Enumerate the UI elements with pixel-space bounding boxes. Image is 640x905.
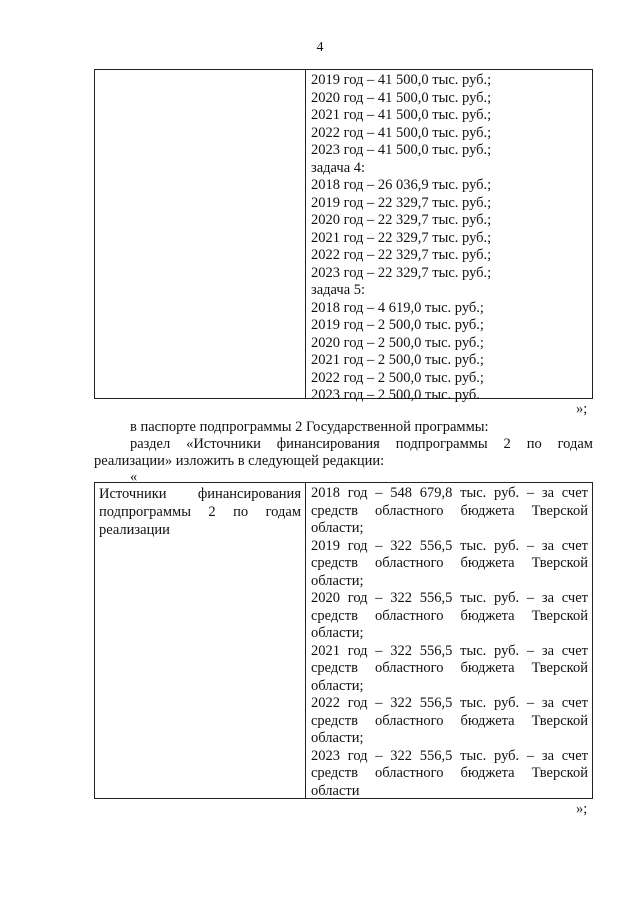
label-line: Источники финансирования	[99, 486, 301, 502]
funding-entry	[311, 538, 588, 591]
table-line: 2021 год – 22 329,7 тыс. руб.;	[311, 229, 492, 246]
entry-line: средств областного бюджета Тверской	[311, 660, 588, 676]
paragraph-section-line2: реализации» изложить в следующей редакции:	[94, 453, 385, 469]
label-line: реализации	[99, 522, 170, 538]
column-divider	[305, 483, 306, 798]
funding-table-continued	[94, 69, 593, 403]
table-line: задача 5:	[311, 282, 366, 298]
table-line: 2022 год – 41 500,0 тыс. руб.;	[311, 124, 492, 141]
entry-line: средств областного бюджета Тверской	[311, 502, 588, 519]
table-line: 2023 год – 41 500,0 тыс. руб.;	[311, 142, 492, 158]
funding-entries	[311, 485, 588, 800]
funding-entry	[311, 485, 588, 538]
entry-line: 2019 год – 322 556,5 тыс. руб. – за счет	[311, 537, 588, 554]
table-line: 2018 год – 26 036,9 тыс. руб.;	[311, 177, 492, 193]
table-line: 2022 год – 22 329,7 тыс. руб.;	[311, 247, 492, 263]
entry-line: 2023 год – 322 556,5 тыс. руб. – за счет	[311, 747, 588, 764]
table-line: 2023 год – 2 500,0 тыс. руб.	[311, 387, 480, 403]
entry-line: средств областного бюджета Тверской	[311, 765, 588, 781]
closing-quote-1: »;	[576, 401, 588, 417]
table-line: 2018 год – 4 619,0 тыс. руб.;	[311, 299, 484, 316]
paragraph-section-line1: раздел «Источники финансирования подпрограммы 2 по годам	[130, 436, 593, 452]
opening-quote: «	[130, 469, 138, 485]
entry-line: области;	[311, 625, 364, 641]
entry-line: области	[311, 782, 360, 799]
table-line: 2020 год – 2 500,0 тыс. руб.;	[311, 334, 484, 351]
entry-line: 2022 год – 322 556,5 тыс. руб. – за счет	[311, 695, 588, 711]
table-line: 2019 год – 2 500,0 тыс. руб.;	[311, 317, 484, 333]
entry-line: 2021 год – 322 556,5 тыс. руб. – за счет	[311, 642, 588, 659]
table-line: 2022 год – 2 500,0 тыс. руб.;	[311, 369, 484, 386]
funding-entry	[311, 748, 588, 801]
funding-sources-label	[99, 485, 301, 539]
table-line: 2019 год – 41 500,0 тыс. руб.;	[311, 72, 492, 88]
table-line: задача 4:	[311, 159, 366, 176]
table-line: 2020 год – 22 329,7 тыс. руб.;	[311, 212, 492, 228]
entry-line: области;	[311, 572, 364, 589]
entry-line: средств областного бюджета Тверской	[311, 712, 588, 729]
entry-line: 2020 год – 322 556,5 тыс. руб. – за счет	[311, 590, 588, 606]
table-line: 2020 год – 41 500,0 тыс. руб.;	[311, 89, 492, 106]
funding-entry	[311, 590, 588, 643]
entry-line: средств областного бюджета Тверской	[311, 607, 588, 624]
funding-entry	[311, 643, 588, 696]
table-line: 2021 год – 2 500,0 тыс. руб.;	[311, 352, 484, 368]
entry-line: средств областного бюджета Тверской	[311, 555, 588, 571]
page-number: 4	[316, 40, 324, 55]
paragraph-passport: в паспорте подпрограммы 2 Государственной программы:	[130, 419, 489, 435]
right-cell-lines	[311, 72, 581, 405]
funding-entry	[311, 695, 588, 748]
table-line: 2019 год – 22 329,7 тыс. руб.;	[311, 194, 492, 211]
label-line: подпрограммы 2 по годам	[99, 504, 301, 520]
closing-quote-2: »;	[576, 801, 588, 817]
table-line: 2021 год – 41 500,0 тыс. руб.;	[311, 107, 492, 123]
column-divider	[305, 70, 306, 398]
table-line: 2023 год – 22 329,7 тыс. руб.;	[311, 264, 492, 281]
entry-line: области;	[311, 677, 364, 694]
funding-sources-table	[94, 482, 593, 799]
entry-line: 2018 год – 548 679,8 тыс. руб. – за счет	[311, 485, 588, 501]
entry-line: области;	[311, 730, 364, 746]
entry-line: области;	[311, 520, 364, 536]
